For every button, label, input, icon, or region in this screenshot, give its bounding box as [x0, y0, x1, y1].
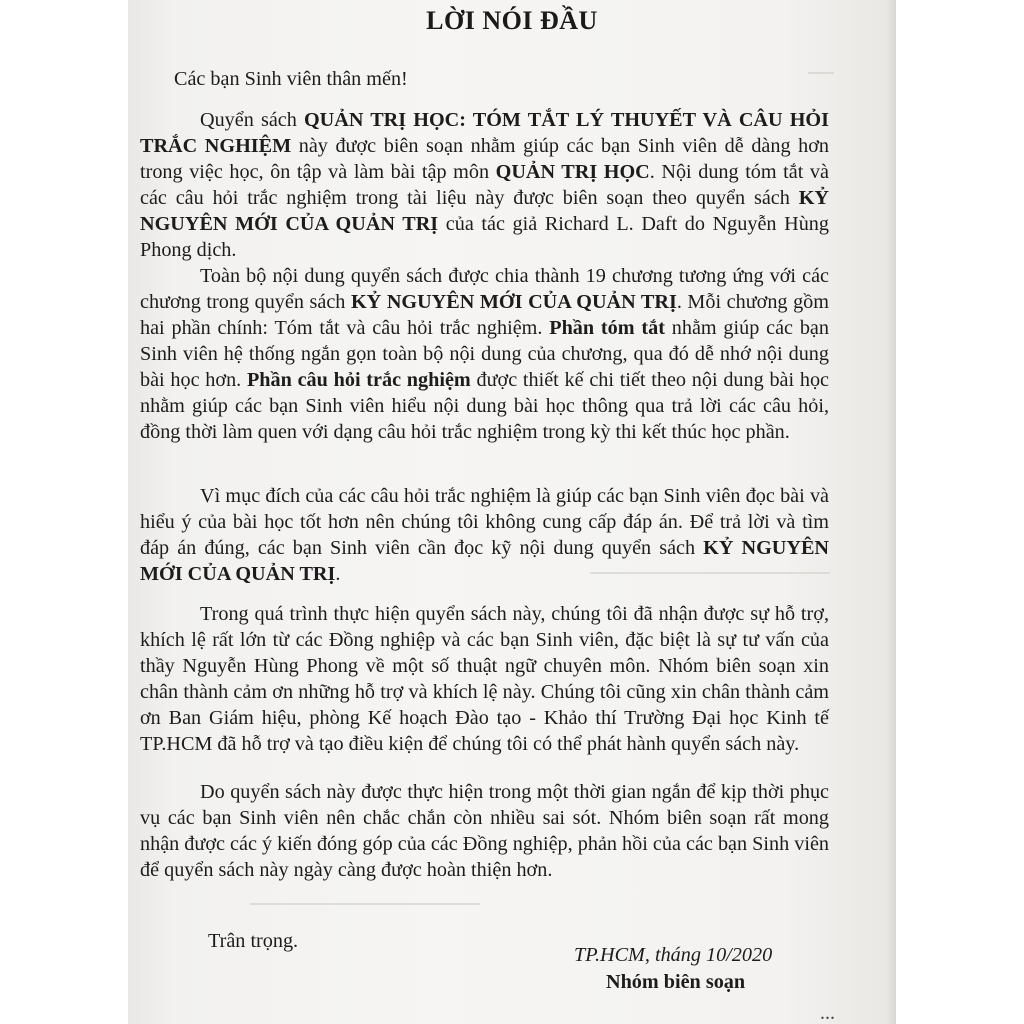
paragraph-4 [140, 601, 829, 757]
paragraph-1 [140, 107, 829, 263]
bold-run: Phần câu hỏi trắc nghiệm [246, 369, 471, 391]
bold-run: KỶ NGUYÊN MỚI CỦA QUẢN TRỊ [140, 187, 829, 235]
closing-salutation: Trân trọng. [208, 930, 299, 952]
text-run: Quyển sách [200, 109, 304, 131]
paragraph-1-body [140, 107, 829, 263]
text-run: Toàn bộ nội dung quyển sách được chia thành 19 chương tương ứng với các chương trong quyển sách [140, 265, 829, 313]
paragraph-3-body [140, 483, 829, 587]
paragraph-2 [140, 263, 829, 445]
authors-signature: Nhóm biên soạn [606, 971, 746, 993]
bold-run: QUẢN TRỊ HỌC: TÓM TẮT LÝ THUYẾT VÀ CÂU HỎI TRẮC NGHIỆM [140, 109, 829, 157]
bold-run: KỶ NGUYÊN MỚI CỦA QUẢN TRỊ [140, 537, 829, 585]
bold-run: Phần tóm tắt [549, 317, 665, 339]
bold-run: QUẢN TRỊ HỌC [495, 161, 650, 183]
paragraph-4-body: Trong quá trình thực hiện quyển sách này, chúng tôi đã nhận được sự hỗ trợ, khích lệ rất lớn từ các Đồng nghiệp và các bạn Sinh viên, đặc biệt là sự tư vấn của thầy Nguyễn Hùng Phong về một số thuật ngữ chuyên môn. Nhóm biên soạn xin chân thành cảm ơn những hỗ trợ và khích lệ này. Chúng tôi cũng xin chân thành cảm ơn Ban Giám hiệu, phòng Kế hoạch Đào tạo - Khảo thí Trường Đại học Kinh tế TP.HCM đã hỗ trợ và tạo điều kiện để chúng tôi có thể phát hành quyển sách này. [140, 603, 829, 755]
text-run: . [335, 563, 341, 585]
text-run: này được biên soạn nhằm giúp các bạn Sinh viên dễ dàng hơn trong việc học, ôn tập và làm bài tập môn [140, 135, 830, 183]
text-run: . Mỗi chương gồm hai phần chính: Tóm tắt và câu hỏi trắc nghiệm. [140, 291, 829, 339]
ellipsis-mark: ... [820, 1002, 835, 1024]
text-run: . Nội dung tóm tắt và các câu hỏi trắc nghiệm trong tài liệu này được biên soạn theo quyển sách [140, 161, 829, 209]
paragraph-5 [140, 779, 829, 883]
paragraph-5-body: Do quyển sách này được thực hiện trong một thời gian ngắn để kịp thời phục vụ các bạn Sinh viên nên chắc chắn còn nhiều sai sót. Nhóm biên soạn rất mong nhận được các ý kiến đóng góp của các Đồng nghiệp, phản hồi của các bạn Sinh viên để quyển sách này ngày càng được hoàn thiện hơn. [140, 781, 829, 881]
paragraph-3 [140, 483, 829, 587]
text-run: nhằm giúp các bạn Sinh viên hệ thống ngắn gọn toàn bộ nội dung của chương, qua đó dễ nhớ nội dung bài học hơn. [140, 317, 829, 391]
paragraph-2-body [140, 263, 829, 445]
text-run: Vì mục đích của các câu hỏi trắc nghiệm là giúp các bạn Sinh viên đọc bài và hiểu ý của bài học tốt hơn nên chúng tôi không cung cấp đáp án. Để trả lời và tìm đáp án đúng, các bạn Sinh viên cần đọc kỹ nội dung quyển sách [140, 485, 829, 559]
page-edge-shadow [886, 0, 896, 1024]
place-date: TP.HCM, tháng 10/2020 [574, 944, 773, 966]
bold-run: KỶ NGUYÊN MỚI CỦA QUẢN TRỊ [350, 291, 677, 313]
text-run: của tác giả Richard L. Daft do Nguyễn Hùng Phong dịch. [140, 213, 829, 261]
bleed-through-mark [250, 903, 480, 905]
greeting: Các bạn Sinh viên thân mến! [174, 68, 408, 90]
text-run: được thiết kế chi tiết theo nội dung bài học nhằm giúp các bạn Sinh viên hiểu nội dung bài học thông qua trả lời các câu hỏi, đồng thời làm quen với dạng câu hỏi trắc nghiệm trong kỳ thi kết thúc học phần. [140, 369, 829, 443]
page-title: LỜI NÓI ĐẦU [426, 6, 598, 35]
